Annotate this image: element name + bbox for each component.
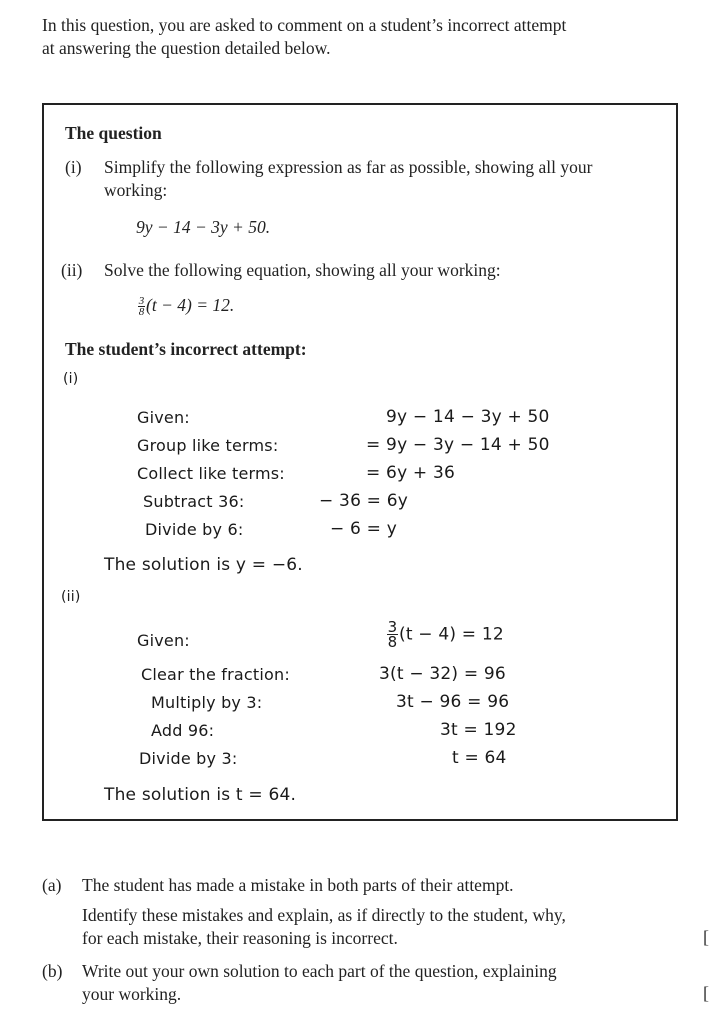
- attempt-i-step-4-label: Subtract 36:: [143, 492, 245, 511]
- attempt-i-step-2-label: Group like terms:: [137, 436, 279, 455]
- intro-paragraph: [42, 14, 682, 60]
- attempt-i-step-2-expr: = 9y − 3y − 14 + 50: [366, 435, 550, 455]
- attempt-ii-step-1-rest: (t − 4) = 12: [399, 624, 504, 645]
- attempt-i-step-3-label: Collect like terms:: [137, 464, 285, 483]
- attempt-ii-step-2-label: Clear the fraction:: [141, 665, 290, 684]
- attempt-ii-step-5-expr: t = 64: [452, 748, 507, 768]
- attempt-ii-step-4-label: Add 96:: [151, 721, 215, 740]
- task-b-marks-bracket: [: [703, 983, 709, 1003]
- attempt-fraction-numerator: 3: [387, 618, 398, 636]
- question-part-ii-equation: [138, 294, 234, 317]
- attempt-i-step-1-label: Given:: [137, 408, 190, 427]
- task-a-line-2: Identify these mistakes and explain, as if directly to the student, why,: [82, 905, 566, 925]
- attempt-part-i-label: (i): [63, 371, 79, 387]
- question-heading: The question: [65, 123, 162, 143]
- task-b-text: [82, 960, 672, 1006]
- attempt-i-solution: The solution is y = −6.: [104, 555, 303, 575]
- question-part-i-line-1: Simplify the following expression as far as possible, showing all your: [104, 157, 593, 177]
- question-equation-rest: (t − 4) = 12.: [146, 295, 235, 315]
- attempt-fraction: [387, 620, 398, 649]
- task-a-label: (a): [42, 875, 62, 895]
- task-a-line-1: The student has made a mistake in both parts of their attempt.: [82, 875, 514, 895]
- question-part-i-label: (i): [65, 157, 82, 177]
- attempt-i-step-4-expr: − 36 = 6y: [319, 491, 409, 511]
- attempt-i-step-5-label: Divide by 6:: [145, 520, 244, 539]
- task-b-line-1: Write out your own solution to each part of the question, explaining: [82, 961, 557, 981]
- task-b-line-2: your working.: [82, 984, 182, 1004]
- attempt-ii-step-2-expr: 3(t − 32) = 96: [379, 664, 506, 684]
- attempt-ii-step-3-expr: 3t − 96 = 96: [396, 692, 510, 712]
- attempt-i-step-1-expr: 9y − 14 − 3y + 50: [386, 407, 550, 427]
- task-a-line-3: for each mistake, their reasoning is incorrect.: [82, 928, 398, 948]
- attempt-ii-step-1-expr: [387, 620, 504, 649]
- attempt-i-step-5-expr: − 6 = y: [330, 519, 397, 539]
- attempt-ii-step-3-label: Multiply by 3:: [151, 693, 263, 712]
- question-part-i-line-2: working:: [104, 180, 168, 200]
- question-part-i-text: [104, 156, 664, 202]
- attempt-i-step-3-expr: = 6y + 36: [366, 463, 456, 483]
- task-a-text: [82, 874, 672, 950]
- task-a-marks-bracket: [: [703, 927, 709, 947]
- question-fraction-numerator: 3: [138, 295, 145, 308]
- attempt-ii-solution: The solution is t = 64.: [104, 785, 297, 805]
- attempt-part-ii-label: (ii): [61, 589, 81, 605]
- attempt-fraction-denominator: 8: [387, 633, 398, 651]
- question-fraction-denominator: 8: [138, 306, 145, 319]
- question-part-ii-label: (ii): [61, 260, 83, 280]
- attempt-ii-step-4-expr: 3t = 192: [440, 720, 517, 740]
- attempt-ii-step-5-label: Divide by 3:: [139, 749, 238, 768]
- intro-line-1: In this question, you are asked to comment on a student’s incorrect attempt: [42, 15, 567, 35]
- question-box: [42, 103, 678, 821]
- attempt-heading: The student’s incorrect attempt:: [65, 339, 307, 359]
- intro-line-2: at answering the question detailed below.: [42, 38, 331, 58]
- attempt-ii-step-1-label: Given:: [137, 631, 190, 650]
- question-fraction: [138, 296, 145, 317]
- task-b-label: (b): [42, 961, 63, 981]
- question-part-i-expression: 9y − 14 − 3y + 50.: [136, 217, 271, 237]
- question-part-ii-text: Solve the following equation, showing all your working:: [104, 260, 501, 280]
